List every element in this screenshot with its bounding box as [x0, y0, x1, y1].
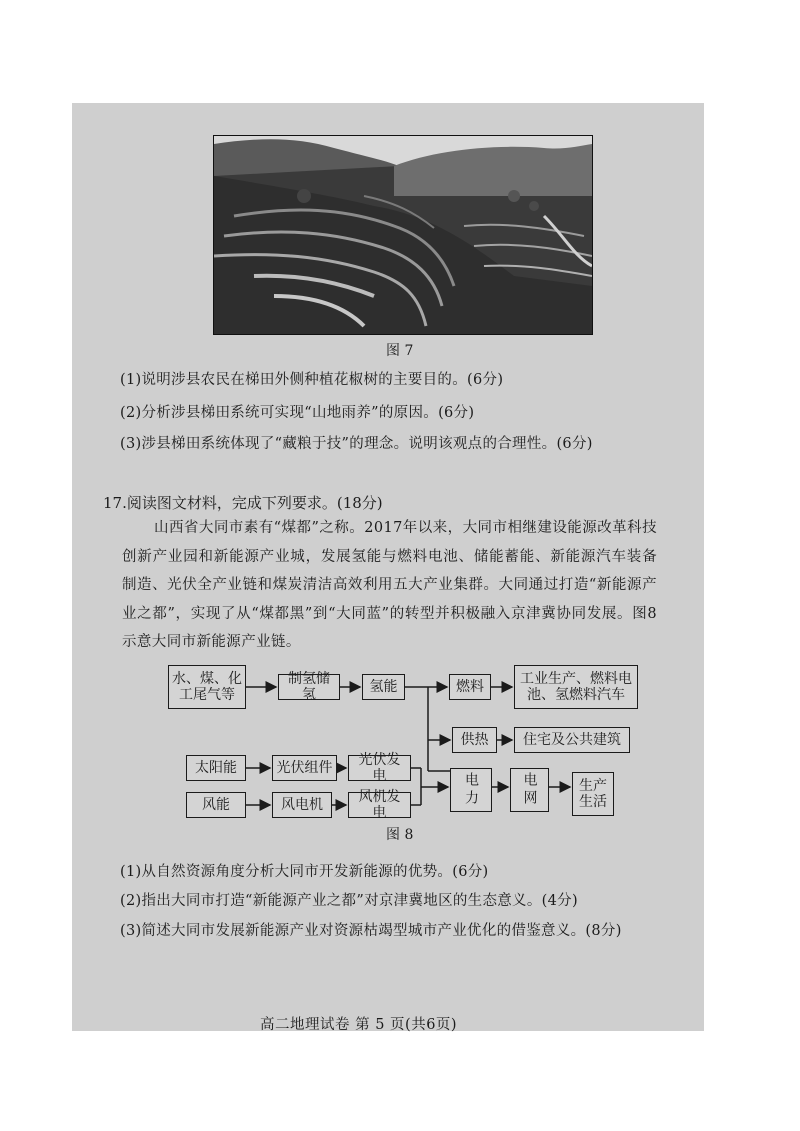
- node-solar: 太阳能: [186, 755, 246, 781]
- q16-part1: (1)说明涉县农民在梯田外侧种植花椒树的主要目的。(6分): [120, 372, 504, 388]
- node-wind: 风能: [186, 792, 246, 818]
- node-fuel-applications: 工业生产、燃料电池、氢燃料汽车: [514, 665, 638, 709]
- q17-title: 17.阅读图文材料，完成下列要求。(18分): [103, 494, 383, 512]
- page-footer: 高二地理试卷 第 5 页(共6页): [260, 1017, 458, 1033]
- node-wind-power: 风机发电: [348, 792, 411, 818]
- node-electricity: 电力: [450, 768, 492, 812]
- q16-part3: (3)涉县梯田系统体现了“藏粮于技”的理念。说明该观点的合理性。(6分): [120, 436, 593, 452]
- node-hydrogen-production: 制氢储氢: [278, 674, 340, 700]
- node-production-life: 生产生活: [572, 772, 614, 816]
- figure8-caption: 图 8: [386, 827, 414, 843]
- q17-part2: (2)指出大同市打造“新能源产业之都”对京津冀地区的生态意义。(4分): [120, 893, 578, 909]
- node-fuel: 燃料: [449, 674, 491, 700]
- node-pv-module: 光伏组件: [272, 755, 337, 781]
- node-pv-power: 光伏发电: [348, 755, 411, 781]
- node-hydrogen-energy: 氢能: [362, 674, 405, 700]
- terrace-photo: [213, 135, 593, 335]
- node-grid: 电网: [510, 768, 549, 812]
- node-wind-turbine: 风电机: [272, 792, 332, 818]
- node-buildings: 住宅及公共建筑: [514, 727, 630, 753]
- q16-part2: (2)分析涉县梯田系统可实现“山地雨养”的原因。(6分): [120, 405, 475, 421]
- q17-part1: (1)从自然资源角度分析大同市开发新能源的优势。(6分): [120, 864, 489, 880]
- figure7-caption: 图 7: [386, 343, 414, 359]
- node-heating: 供热: [452, 727, 497, 753]
- q17-material: 山西省大同市素有“煤都”之称。2017年以来，大同市相继建设能源改革科技创新产业园和新能源产业城，发展氢能与燃料电池、储能蓄能、新能源汽车装备制造、光伏全产业链和煤炭清洁高效利用五大产业集群。大同通过打造“新能源产业之都”，实现了从“煤都黑”到“大同蓝”的转型并积极融入京津冀协同发展。图8示意大同市新能源产业链。: [122, 520, 657, 650]
- q17-part3: (3)简述大同市发展新能源产业对资源枯竭型城市产业优化的借鉴意义。(8分): [120, 923, 622, 939]
- terrace-photo-image: [214, 136, 592, 334]
- node-raw-materials: 水、煤、化工尾气等: [168, 665, 246, 709]
